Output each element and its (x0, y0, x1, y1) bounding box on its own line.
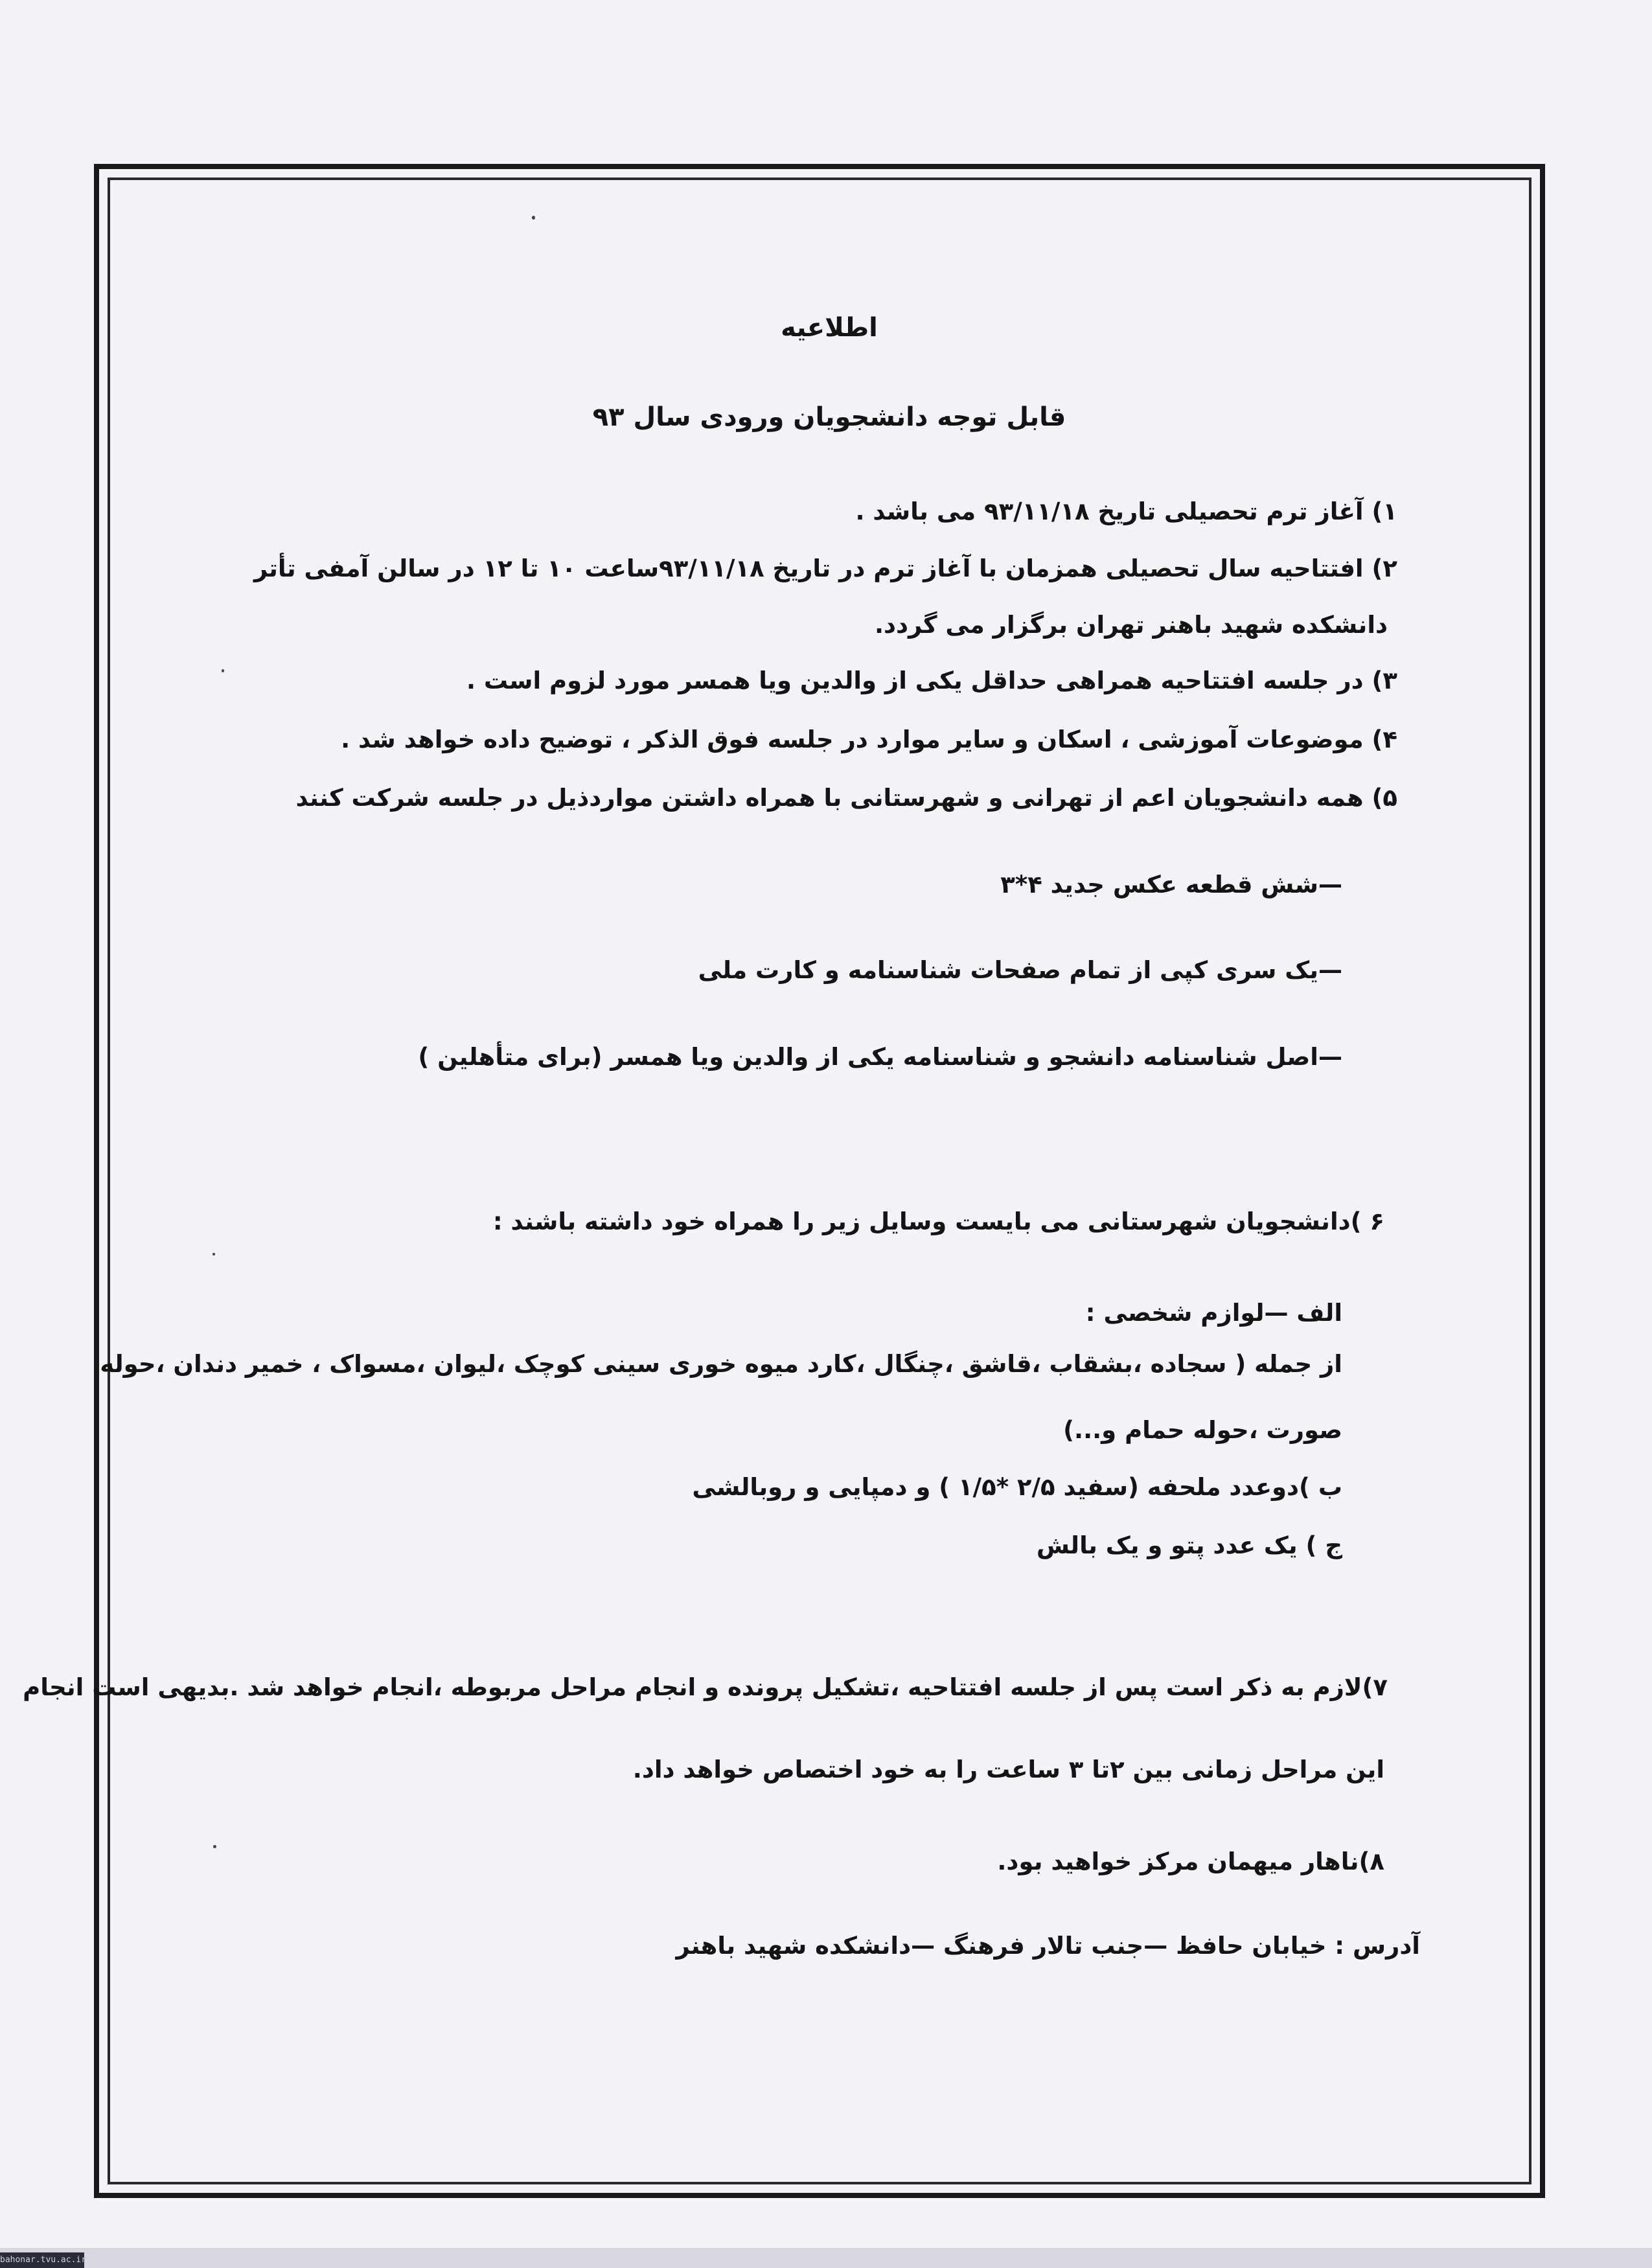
notice-line: صورت ،حوله حمام و...) (1063, 1416, 1342, 1444)
notice-line: —شش قطعه عکس جدید ۴*۳ (1000, 871, 1342, 899)
notice-line: دانشکده شهید باهنر تهران برگزار می گردد. (874, 611, 1388, 639)
notice-line: —اصل شناسنامه دانشجو و شناسنامه یکی از والدین ویا همسر (برای متأهلین ) (418, 1043, 1342, 1071)
notice-line: ۶ )دانشجویان شهرستانی می بایست وسایل زیر را همراه خود داشته باشند : (492, 1208, 1384, 1235)
notice-line: ۵) همه دانشجویان اعم از تهرانی و شهرستانی با همراه داشتن مواردذیل در جلسه شرکت کنند (295, 784, 1397, 812)
notice-line: این مراحل زمانی بین ۲تا ۳ ساعت را به خود اختصاص خواهد داد. (632, 1756, 1384, 1783)
notice-line: —یک سری کپی از تمام صفحات شناسنامه و کارت ملی (698, 956, 1342, 984)
scan-speck (532, 216, 535, 220)
scan-speck (213, 1845, 216, 1848)
notice-line: از جمله ( سجاده ،بشقاب ،قاشق ،چنگال ،کارد میوه خوری سینی کوچک ،لیوان ،مسواک ، خمیر دندان ،حوله (100, 1350, 1342, 1378)
scan-speck (222, 669, 224, 672)
inner-border (108, 178, 1532, 2184)
notice-line: ۲) افتتاحیه سال تحصیلی همزمان با آغاز ترم در تاریخ ۹۳/۱۱/۱۸ساعت ۱۰ تا ۱۲ در سالن آمفی تأتر (253, 555, 1397, 582)
notice-line: ب )دوعدد ملحفه (سفید ۲/۵ *۱/۵ ) و دمپایی و روبالشی (692, 1473, 1342, 1501)
notice-subtitle: قابل توجه دانشجویان ورودی سال ۹۳ (592, 402, 1066, 432)
notice-line: الف —لوازم شخصی : (1085, 1299, 1342, 1327)
notice-line: آدرس : خیابان حافظ —جنب تالار فرهنگ —دانشکده شهید باهنر (676, 1932, 1420, 1960)
notice-line: ۷)لازم به ذکر است پس از جلسه افتتاحیه ،تشکیل پرونده و انجام مراحل مربوطه ،انجام خواهد شد .بدیهی است انجام (23, 1673, 1388, 1701)
notice-line: ج ) یک عدد پتو و یک بالش (1036, 1531, 1342, 1559)
scan-bottom-strip (0, 2248, 1652, 2268)
notice-line: ۱) آغاز ترم تحصیلی تاریخ ۹۳/۱۱/۱۸ می باشد . (855, 498, 1397, 525)
site-logo: bahonar.tvu.ac.ir (0, 2252, 84, 2268)
notice-title: اطلاعیه (781, 313, 878, 343)
notice-line: ۴) موضوعات آموزشی ، اسکان و سایر موارد در جلسه فوق الذکر ، توضیح داده خواهد شد . (341, 726, 1397, 753)
scan-speck (212, 1253, 215, 1255)
notice-line: ۸)ناهار میهمان مرکز خواهید بود. (997, 1848, 1384, 1875)
notice-line: ۳) در جلسه افتتاحیه همراهی حداقل یکی از والدین ویا همسر مورد لزوم است . (466, 667, 1397, 694)
